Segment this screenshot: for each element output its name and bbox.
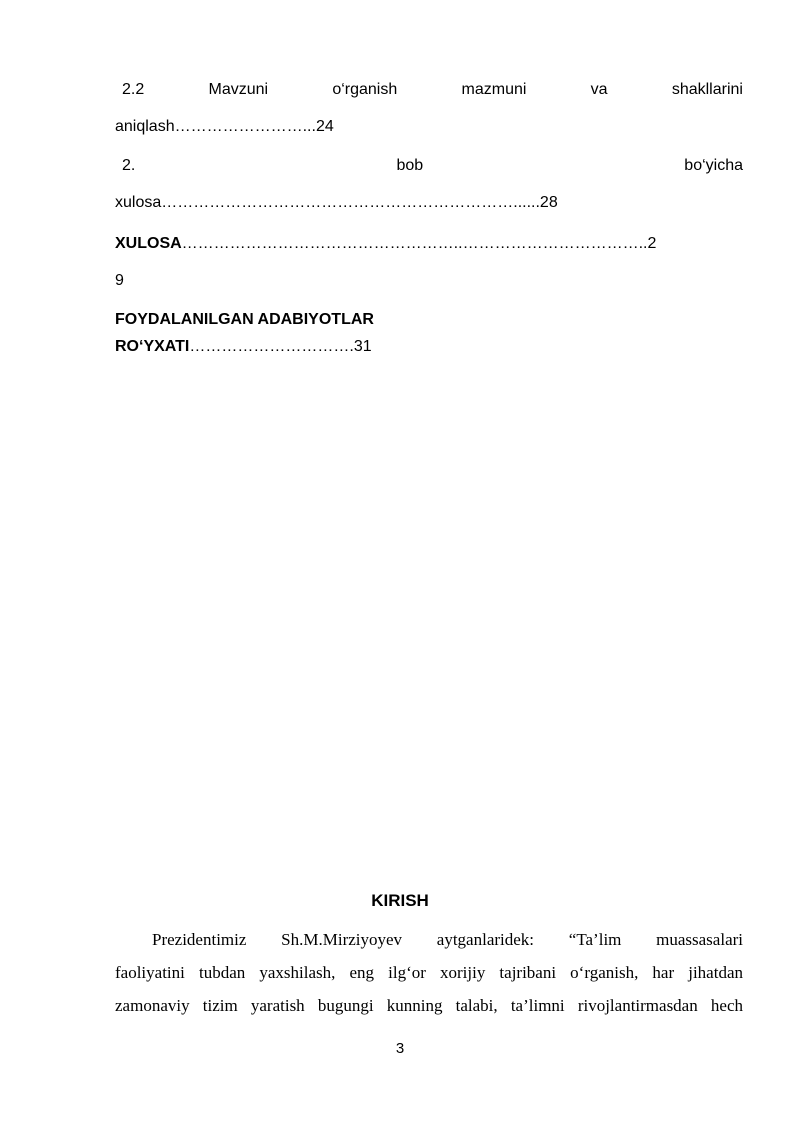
toc-item-word: mazmuni [461,81,527,98]
toc-xulosa-dots: ……………………………………………..……………………………..2 [181,235,657,252]
paragraph-line: faoliyatini tubdan yaxshilash, eng ilg‘or xorijiy tajribani o‘rganish, har jihatdan [115,963,743,982]
toc-item-word: bob [396,157,424,174]
toc-item-word: va [590,81,608,98]
toc-references-dots: ………………………….31 [189,338,372,355]
toc-xulosa-label: XULOSA [115,235,182,252]
toc-item-chapter-summary [115,156,743,176]
section-heading: KIRISH [371,891,429,910]
toc-item-xulosa [115,234,743,254]
toc-item-chapter-summary-tail: xulosa…………………………………………………………......28 [115,194,558,211]
toc-item-word: o‘rganish [332,81,398,98]
toc-item-word: shakllarini [671,81,743,98]
paragraph-line: zamonaviy tizim yaratish bugungi kunning talabi, ta’limni rivojlantirmasdan hech [115,996,743,1015]
toc-references-line2 [115,337,743,357]
toc-item-word: Mavzuni [208,81,269,98]
paragraph-line-text: Prezidentimiz Sh.M.Mirziyoyev aytganlaridek: “Ta’lim muassasalari [152,930,743,949]
toc-item-number: 2. [122,157,136,174]
toc-item-word: bo‘yicha [684,157,743,174]
toc-references-line1: FOYDALANILGAN ADABIYOTLAR [115,311,374,328]
page-number: 3 [395,1040,405,1057]
toc-item-2-2-tail: aniqlash……………………...24 [115,118,334,135]
toc-references-label: RO‘YXATI [115,338,190,355]
paragraph-line [115,923,743,956]
toc-xulosa-tail: 9 [115,272,124,289]
intro-paragraph [115,923,743,1022]
toc-item-2-2 [115,80,743,100]
toc-item-number: 2.2 [122,81,145,98]
